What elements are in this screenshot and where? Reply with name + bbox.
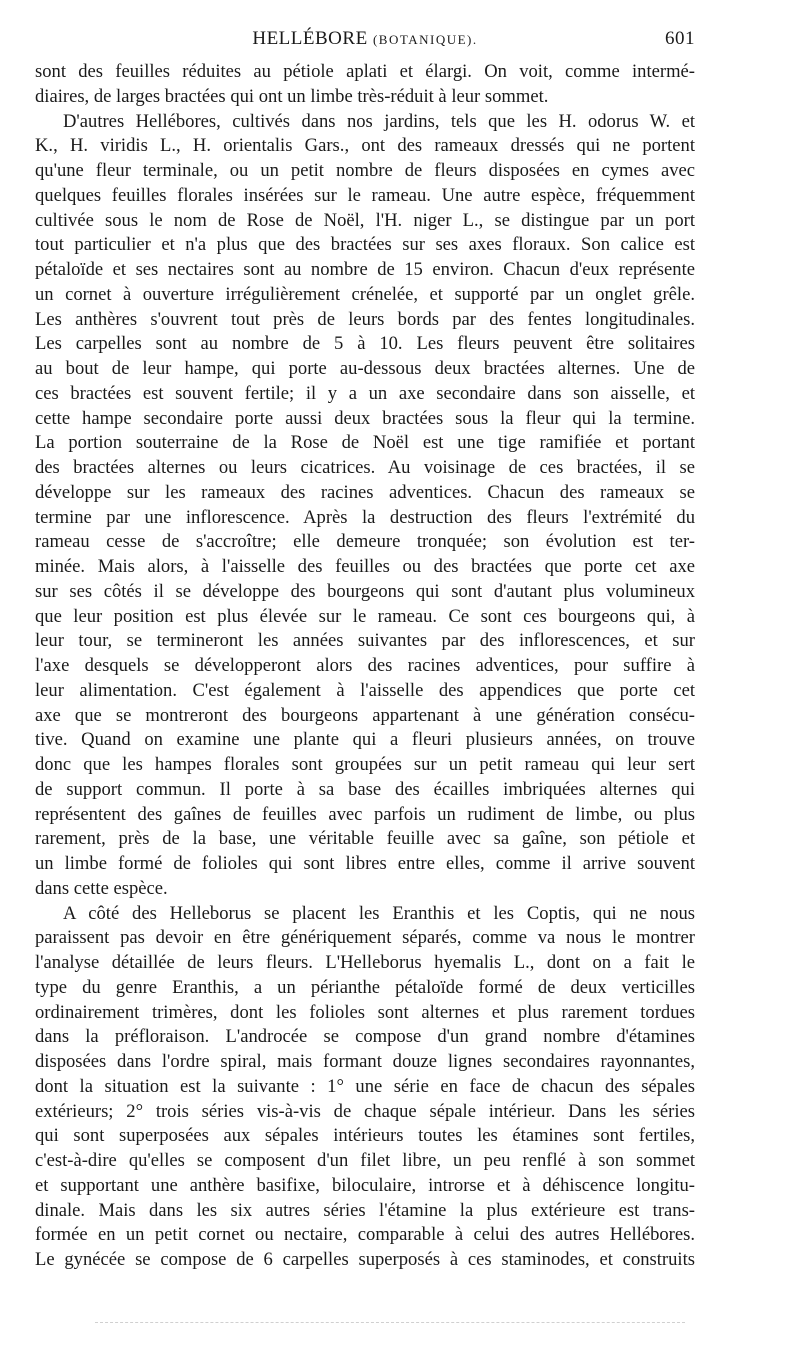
text-line: leur alimentation. C'est également à l'aisselle des appendices que porte cet xyxy=(35,679,695,701)
text-line: que leur position est plus élevée sur le rameau. Ce sont ces bourgeons qui, à xyxy=(35,605,695,627)
text-line: c'est-à-dire qu'elles se composent d'un filet libre, un peu renflé à son sommet xyxy=(35,1150,695,1171)
text-line: termine par une inflorescence. Après la destruction des fleurs l'extrémité du xyxy=(35,506,695,528)
text-line: D'autres Hellébores, cultivés dans nos jardins, tels que les H. odorus W. et xyxy=(63,110,695,132)
running-title-main: HELLÉBORE xyxy=(252,28,368,49)
text-line: Les carpelles sont au nombre de 5 à 10. Les fleurs peuvent être solitaires xyxy=(35,333,695,355)
text-line: et supportant une anthère basifixe, biloculaire, introrse et à déhiscence longitu- xyxy=(35,1174,695,1196)
text-line: un limbe formé de folioles qui sont libres entre elles, comme il arrive souvent xyxy=(35,853,695,874)
text-line: l'analyse détaillée de leurs fleurs. L'Helleborus hyemalis L., dont on a fait le xyxy=(35,952,695,973)
text-line: cultivée sous le nom de Rose de Noël, l'H. niger L., se distingue par un port xyxy=(35,209,695,231)
text-line: type du genre Eranthis, a un périanthe pétaloïde formé de deux verticilles xyxy=(35,976,695,998)
text-line: qu'une fleur terminale, ou un petit nombre de fleurs disposées en cymes avec xyxy=(35,160,695,181)
footer-rule xyxy=(95,1322,685,1323)
text-line: cette hampe secondaire porte aussi deux bractées sous la fleur qui la termine. xyxy=(35,407,695,429)
text-line: axe que se montreront des bourgeons appartenant à une génération consécu- xyxy=(35,704,695,726)
page-number: 601 xyxy=(665,28,695,49)
running-title xyxy=(35,28,695,50)
text-line: l'axe desquels se développeront alors des racines adventices, pour suffire à xyxy=(35,655,695,676)
body-text xyxy=(35,60,695,1273)
text-line: minée. Mais alors, à l'aisselle des feuilles ou des bractées que porte cet axe xyxy=(35,556,695,577)
text-line: formée en un petit cornet ou nectaire, comparable à celui des autres Hellébores. xyxy=(35,1224,695,1246)
text-line: ces bractées est souvent fertile; il y a un axe secondaire dans son aisselle, et xyxy=(35,382,695,404)
text-line: des bractées alternes ou leurs cicatrices. Au voisinage de ces bractées, il se xyxy=(35,457,695,478)
text-line: diaires, de larges bractées qui ont un limbe très-réduit à leur sommet. xyxy=(35,85,549,107)
text-line: sont des feuilles réduites au pétiole aplati et élargi. On voit, comme intermé- xyxy=(35,61,695,82)
text-line: Le gynécée se compose de 6 carpelles superposés à ces staminodes, et construits xyxy=(35,1249,695,1270)
text-line: tive. Quand on examine une plante qui a fleuri plusieurs années, on trouve xyxy=(35,729,695,751)
text-line: sur ses côtés il se développe des bourgeons qui sont d'autant plus volumineux xyxy=(35,580,695,602)
text-line: rameau cesse de s'accroître; elle demeure tronquée; son évolution est ter- xyxy=(35,531,695,553)
running-header xyxy=(35,28,695,54)
text-line: développe sur les rameaux des racines adventices. Chacun des rameaux se xyxy=(35,481,695,503)
text-line: de support commun. Il porte à sa base des écailles imbriquées alternes qui xyxy=(35,778,695,800)
running-title-sub: (BOTANIQUE). xyxy=(372,32,478,47)
text-line: disposées dans l'ordre spiral, mais formant douze lignes secondaires rayonnantes, xyxy=(35,1051,695,1072)
text-line: A côté des Helleborus se placent les Eranthis et les Coptis, qui ne nous xyxy=(63,902,695,924)
text-line: représentent des gaînes de feuilles avec parfois un rudiment de limbe, ou plus xyxy=(35,803,695,825)
text-line: rarement, près de la base, une véritable feuille avec sa gaîne, son pétiole et xyxy=(35,828,695,850)
text-line: La portion souterraine de la Rose de Noël est une tige ramifiée et portant xyxy=(35,432,695,454)
text-line: ordinairement trimères, dont les folioles sont alternes et plus rarement tordues xyxy=(35,1001,695,1023)
text-line: leur tour, se termineront les années suivantes par des inflorescences, et sur xyxy=(35,630,695,652)
text-line: Les anthères s'ouvrent tout près de leurs bords par des fentes longitudinales. xyxy=(35,308,695,330)
text-line: au bout de leur hampe, qui porte au-dessous deux bractées alternes. Une de xyxy=(35,358,695,379)
text-line: paraissent pas devoir en être génériquement séparés, comme va nous le montrer xyxy=(35,927,695,949)
text-line: dont la situation est la suivante : 1° une série en face de chacun des sépales xyxy=(35,1075,695,1097)
text-line: pétaloïde et ses nectaires sont au nombre de 15 environ. Chacun d'eux représente xyxy=(35,259,695,280)
text-line: K., H. viridis L., H. orientalis Gars., ont des rameaux dressés qui ne portent xyxy=(35,135,695,157)
text-line: quelques feuilles florales insérées sur le rameau. Une autre espèce, fréquemment xyxy=(35,184,695,206)
text-line: un cornet à ouverture irrégulièrement crénelée, et supporté par un onglet grêle. xyxy=(35,283,695,305)
text-line: donc que les hampes florales sont groupées sur un petit rameau qui leur sert xyxy=(35,754,695,775)
text-line: qui sont superposées aux sépales intérieurs toutes les étamines sont fertiles, xyxy=(35,1125,695,1147)
text-line: dans cette espèce. xyxy=(35,877,168,899)
text-line: extérieurs; 2° trois séries vis-à-vis de chaque sépale intérieur. Dans les séries xyxy=(35,1100,695,1122)
text-line: tout particulier et n'a plus que des bractées sur ses axes floraux. Son calice est xyxy=(35,234,695,256)
text-line: dinale. Mais dans les six autres séries l'étamine la plus extérieure est trans- xyxy=(35,1199,695,1221)
text-line: dans la préfloraison. L'androcée se compose d'un grand nombre d'étamines xyxy=(35,1026,695,1048)
